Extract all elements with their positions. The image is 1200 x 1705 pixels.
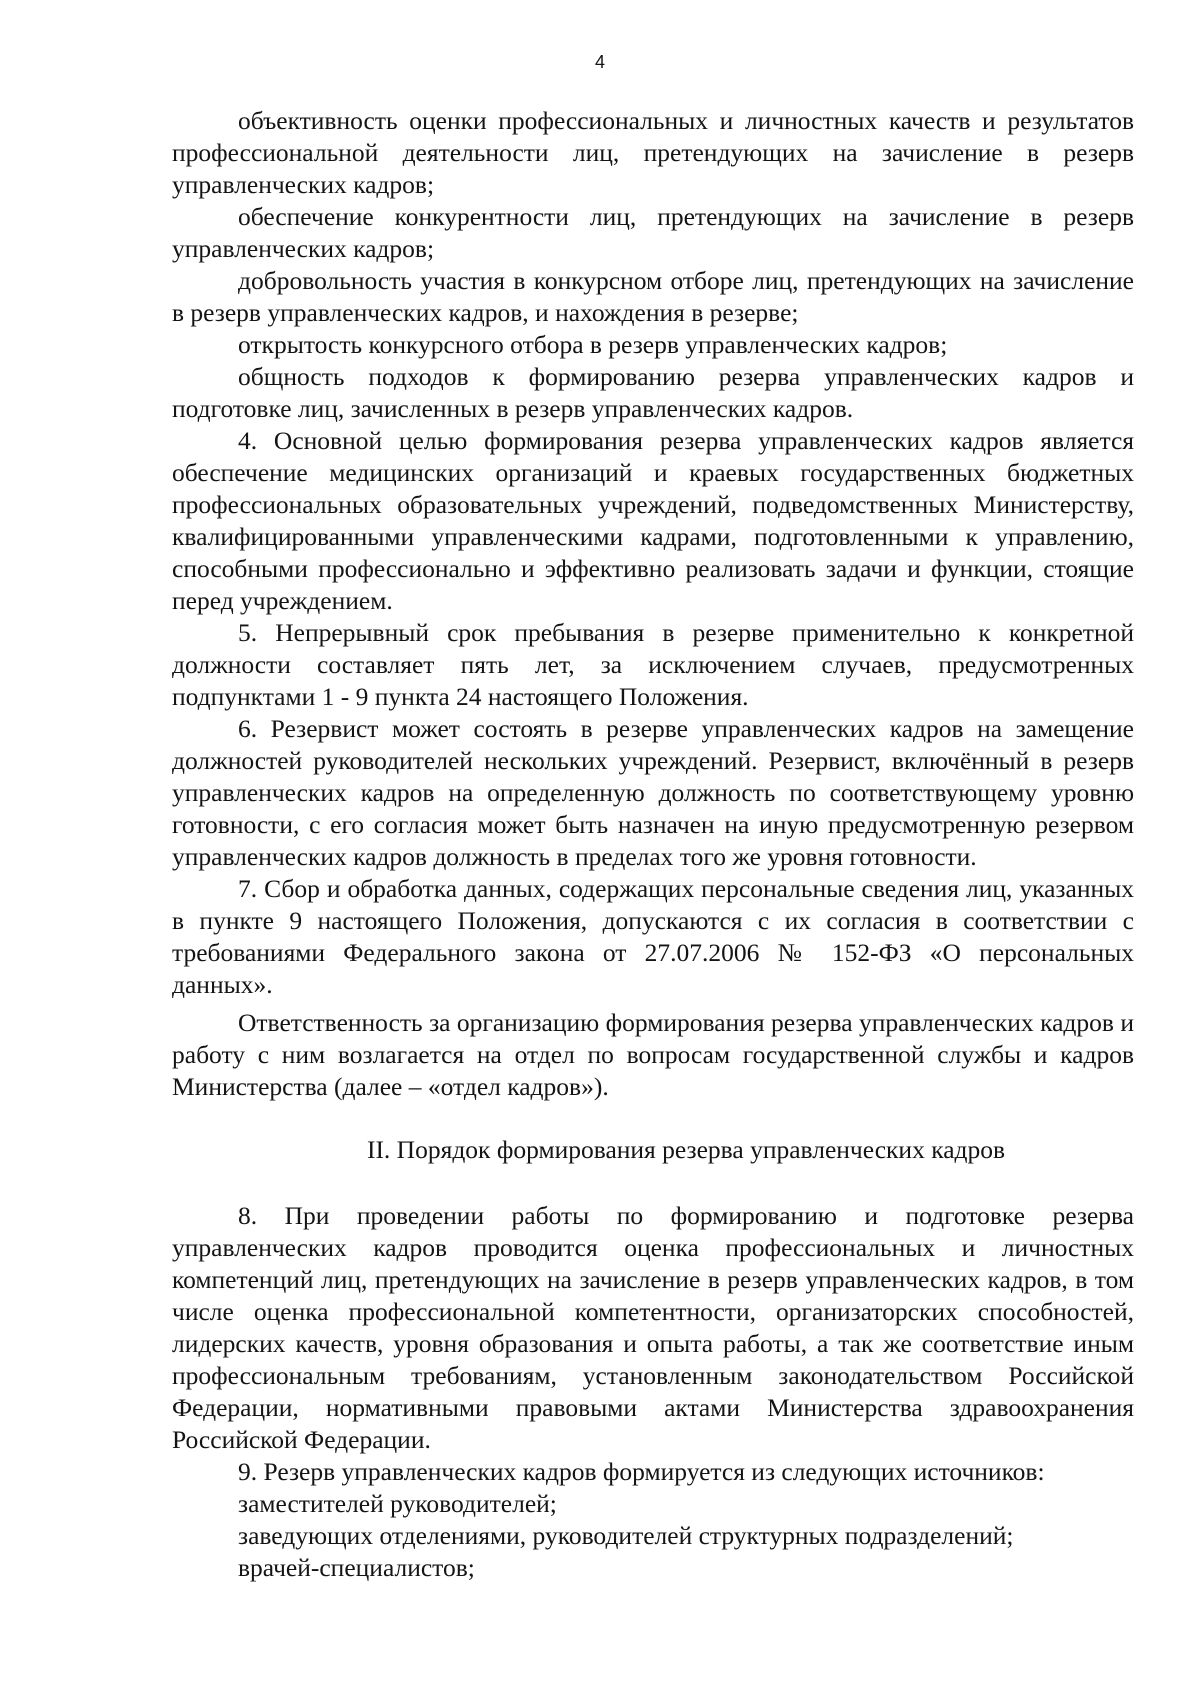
- source-list: [172, 1488, 1134, 1584]
- paragraph-item-9: 9. Резерв управленческих кадров формируется из следующих источников:: [238, 1457, 1045, 1486]
- paragraph-item-8: 8. При проведении работы по формированию и подготовке резерва управленческих кадров проводится оценка профессиональных и личностных компетенций лиц, претендующих на зачисление в резерв управленческих кадров, в том числе оценка профессиональной компетентности, организаторских способностей, лидерских качеств, уровня образования и опыта работы, а так же соответствие иным профессиональным требованиям, установленным законодательством Российской Федерации, нормативными правовыми актами Министерства здравоохранения Российской Федерации.: [172, 1201, 1134, 1454]
- list-item: врачей-специалистов;: [238, 1553, 475, 1582]
- paragraph-competitiveness: обеспечение конкурентности лиц, претендующих на зачисление в резерв управленческих кадров;: [172, 202, 1134, 263]
- paragraph-item-6: 6. Резервист может состоять в резерве управленческих кадров на замещение должностей руководителей нескольких учреждений. Резервист, включённый в резерв управленческих кадров на определенную должность по соответствующему уровню готовности, с его согласия может быть назначен на иную предусмотренную резервом управленческих кадров должность в пределах того же уровня готовности.: [172, 714, 1134, 871]
- list-item: заведующих отделениями, руководителей структурных подразделений;: [238, 1521, 1014, 1550]
- list-item: заместителей руководителей;: [238, 1489, 557, 1518]
- paragraph-openness: открытость конкурсного отбора в резерв управленческих кадров;: [238, 330, 948, 359]
- paragraph-responsibility: Ответственность за организацию формирования резерва управленческих кадров и работу с ним возлагается на отдел по вопросам государственной службы и кадров Министерства (далее – «отдел кадров»).: [172, 1008, 1134, 1101]
- paragraph-item-5: 5. Непрерывный срок пребывания в резерве применительно к конкретной должности составляет пять лет, за исключением случаев, предусмотренных подпунктами 1 - 9 пункта 24 настоящего Положения.: [172, 618, 1134, 711]
- paragraph-common-approach: общность подходов к формированию резерва управленческих кадров и подготовке лиц, зачисленных в резерв управленческих кадров.: [172, 362, 1134, 423]
- page-number: 4: [594, 52, 605, 72]
- section-heading: II. Порядок формирования резерва управленческих кадров: [366, 1135, 1006, 1164]
- paragraph-voluntariness: добровольность участия в конкурсном отборе лиц, претендующих на зачисление в резерв управленческих кадров, и нахождения в резерве;: [172, 266, 1134, 327]
- paragraph-item-7: 7. Сбор и обработка данных, содержащих персональные сведения лиц, указанных в пункте 9 настоящего Положения, допускаются с их согласия в соответствии с требованиями Федерального закона от 27.07.2006 № 152-ФЗ «О персональных данных».: [172, 874, 1134, 999]
- paragraph-objectivity: объективность оценки профессиональных и личностных качеств и результатов профессиональной деятельности лиц, претендующих на зачисление в резерв управленческих кадров;: [172, 106, 1134, 199]
- paragraph-item-4: 4. Основной целью формирования резерва управленческих кадров является обеспечение медицинских организаций и краевых государственных бюджетных профессиональных образовательных учреждений, подведомственных Министерству, квалифицированными управленческими кадрами, подготовленными к управлению, способными профессионально и эффективно реализовать задачи и функции, стоящие перед учреждением.: [172, 426, 1134, 615]
- document-body: [172, 105, 1134, 1584]
